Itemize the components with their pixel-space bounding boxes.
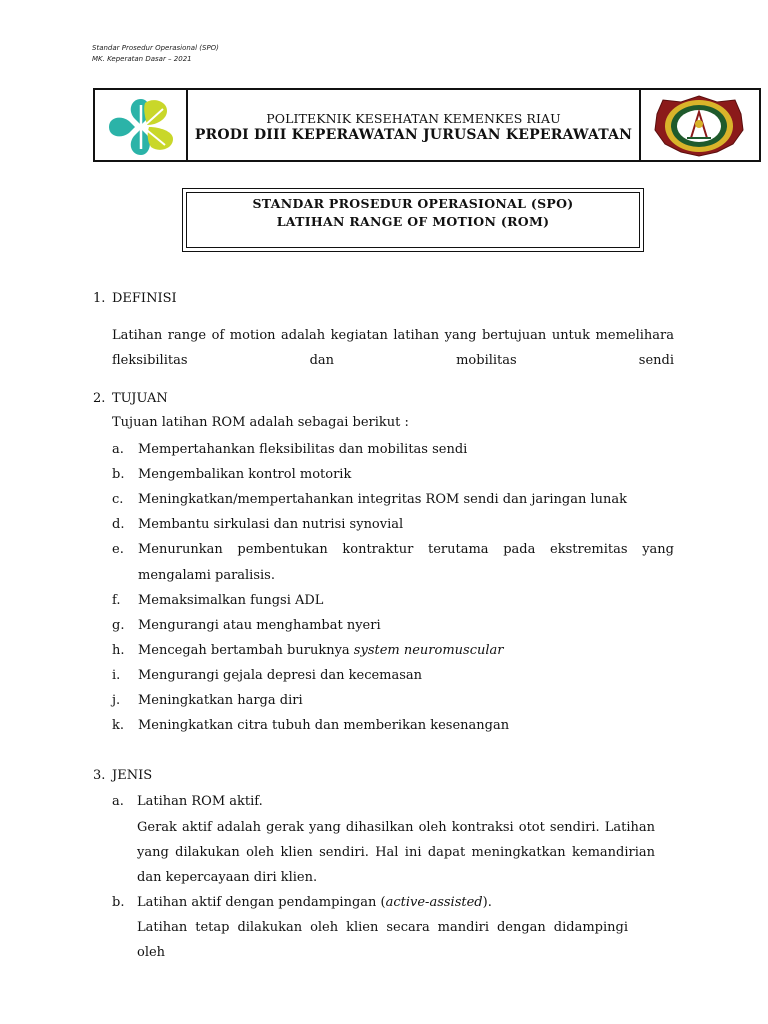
list-item: Meningkatkan harga diri bbox=[138, 693, 303, 708]
list-item: Memaksimalkan fungsi ADL bbox=[138, 593, 324, 608]
list-item-letter: j. bbox=[112, 693, 121, 708]
list-item-letter: h. bbox=[112, 643, 125, 658]
list-item-letter: f. bbox=[112, 593, 121, 608]
list-item-text: Mencegah bertambah buruknya bbox=[138, 643, 354, 658]
header-note-line1: Standar Prosedur Operasional (SPO) bbox=[92, 44, 219, 52]
institution-name: POLITEKNIK KESEHATAN KEMENKES RIAU bbox=[266, 111, 561, 126]
jenis-b-title-pre: Latihan aktif dengan pendampingan ( bbox=[137, 895, 386, 910]
list-item: Menurunkan pembentukan kontraktur terutama pada ekstremitas yang bbox=[138, 542, 674, 557]
kemenkes-logo-icon bbox=[105, 95, 179, 159]
program-name: PRODI DIII KEPERAWATAN JURUSAN KEPERAWATAN bbox=[194, 127, 633, 143]
jenis-b-title-post: ). bbox=[482, 895, 492, 910]
list-item-letter: b. bbox=[112, 467, 125, 482]
list-item-letter: g. bbox=[112, 618, 125, 633]
jenis-b-title-italic: active-assisted bbox=[385, 895, 483, 910]
list-item: Meningkatkan citra tubuh dan memberikan kesenangan bbox=[138, 718, 510, 733]
poltekkes-emblem-icon bbox=[647, 94, 751, 158]
list-item-italic: system neuromuscular bbox=[353, 643, 504, 658]
section3-heading: JENIS bbox=[112, 768, 153, 783]
jenis-a-desc: Gerak aktif adalah gerak yang dihasilkan oleh kontraksi otot sendiri. Latihan yang dilakukan oleh klien sendiri. Hal ini dapat meningkatkan kemandirian dan kepercayaan diri klien. bbox=[137, 820, 655, 885]
list-item-letter: a. bbox=[112, 442, 124, 457]
list-item: Meningkatkan/mempertahankan integritas ROM sendi dan jaringan lunak bbox=[138, 492, 628, 507]
list-item: Mengurangi atau menghambat nyeri bbox=[138, 618, 381, 633]
jenis-a-title: Latihan ROM aktif. bbox=[137, 794, 263, 809]
header-box bbox=[93, 88, 641, 162]
section3-number: 3. bbox=[93, 768, 106, 783]
list-item: Mengurangi gejala depresi dan kecemasan bbox=[138, 668, 423, 683]
jenis-b-title bbox=[137, 890, 492, 915]
list-item: Membantu sirkulasi dan nutrisi synovial bbox=[138, 517, 404, 532]
jenis-b-desc: Latihan tetap dilakukan oleh klien secara mandiri dengan didampingi oleh bbox=[137, 920, 628, 960]
emblem-box bbox=[641, 88, 761, 162]
list-item-letter: i. bbox=[112, 668, 121, 683]
jenis-b-letter: b. bbox=[112, 895, 125, 910]
list-item: Mempertahankan fleksibilitas dan mobilitas sendi bbox=[138, 442, 468, 457]
title-line1: STANDAR PROSEDUR OPERASIONAL (SPO) bbox=[252, 196, 574, 211]
list-item-letter: k. bbox=[112, 718, 125, 733]
list-item: Mengembalikan kontrol motorik bbox=[138, 467, 352, 482]
section2-number: 2. bbox=[93, 391, 106, 406]
tujuan-intro: Tujuan latihan ROM adalah sebagai berikut : bbox=[112, 415, 409, 430]
title-box bbox=[182, 188, 644, 252]
section1-heading: DEFINISI bbox=[112, 291, 177, 306]
title-line2: LATIHAN RANGE OF MOTION (ROM) bbox=[276, 214, 550, 229]
section1-number: 1. bbox=[93, 291, 106, 306]
header-note-line2: MK. Keperatan Dasar – 2021 bbox=[92, 55, 192, 63]
list-item bbox=[138, 638, 504, 663]
section2-heading: TUJUAN bbox=[112, 391, 168, 406]
definisi-text: Latihan range of motion adalah kegiatan latihan yang bertujuan untuk memelihara fleksibilitas dan mobilitas sendi bbox=[112, 328, 674, 368]
list-item-letter: d. bbox=[112, 517, 125, 532]
jenis-a-letter: a. bbox=[112, 794, 124, 809]
list-item-continuation: mengalami paralisis. bbox=[138, 568, 275, 583]
list-item-letter: e. bbox=[112, 542, 124, 557]
list-item-letter: c. bbox=[112, 492, 124, 507]
